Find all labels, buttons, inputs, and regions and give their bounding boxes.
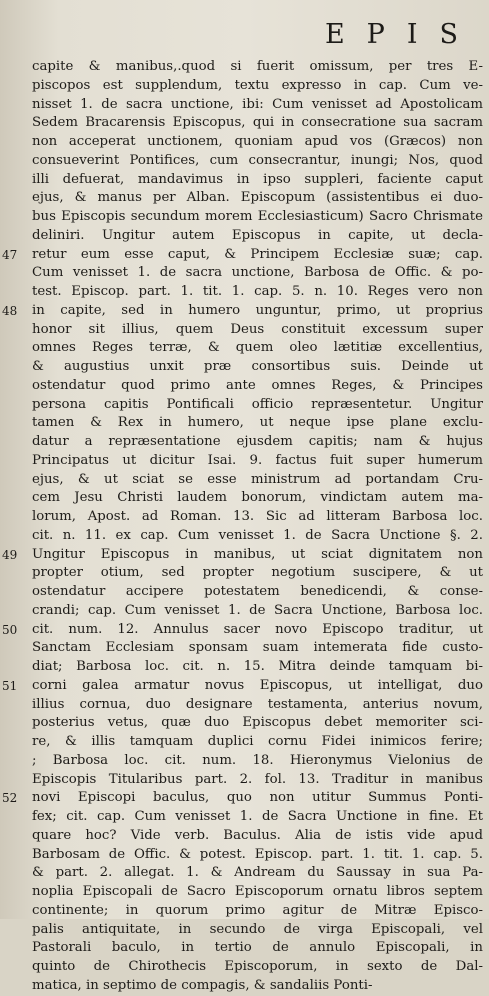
- text-line: [0, 471, 489, 490]
- line-text: Sedem Bracarensis Episcopus, qui in consecratione sua sacram: [32, 115, 483, 131]
- line-text: corni galea armatur novus Episcopus, ut intelligat, duo: [32, 677, 483, 693]
- line-text: palis antiquitate, in secundo de virga Episcopali, vel: [32, 921, 483, 937]
- text-line: [0, 564, 489, 583]
- line-text: lorum, Apost. ad Roman. 13. Sic ad litteram Barbosa loc.: [32, 509, 483, 524]
- line-text: crandi; cap. Cum venisset 1. de Sacra Unctione, Barbosa loc.: [32, 602, 483, 618]
- line-text: ejus, & manus per Alban. Episcopum (assistentibus ei duo-: [32, 190, 483, 206]
- running-head: EPIS: [324, 19, 480, 50]
- text-line: [0, 864, 489, 883]
- line-text: continente; in quorum primo agitur de Mitræ Episco-: [32, 902, 483, 918]
- line-text: Sanctam Ecclesiam sponsam suam intemerata fide custo-: [32, 640, 483, 656]
- line-text: omnes Reges terræ, & quem oleo lætitiæ excellentius,: [32, 340, 483, 356]
- line-text: fex; cit. cap. Cum venisset 1. de Sacra Unctione in fine. Et: [32, 809, 483, 824]
- line-text: bus Episcopis secundum morem Ecclesiasticum) Sacro Chrismate: [32, 209, 483, 224]
- text-line: [0, 939, 489, 958]
- text-line: [0, 339, 489, 358]
- line-text: Ungitur Episcopus in manibus, ut sciat dignitatem non: [32, 546, 483, 562]
- line-text: piscopos est supplendum, textu expresso in cap. Cum ve-: [32, 77, 483, 93]
- line-text: consueverint Pontifices, cum consecrantur, inungi; Nos, quod: [32, 152, 483, 168]
- line-text: matica, in septimo de compagis, & sandaliis Ponti-: [32, 977, 373, 993]
- text-line: [0, 714, 489, 733]
- text-line: [0, 396, 489, 415]
- line-text: propter otium, sed propter negotium suscipere, & ut: [32, 565, 483, 581]
- text-line: [0, 958, 489, 977]
- text-line: [0, 152, 489, 171]
- line-text: quare hoc? Vide verb. Baculus. Alia de istis vide apud: [32, 827, 483, 843]
- text-line: [0, 658, 489, 677]
- line-text: illius cornua, duo designare testamenta, anterius novum,: [32, 696, 483, 712]
- text-line: [0, 189, 489, 208]
- line-text: & part. 2. allegat. 1. & Andream du Saussay in sua Pa-: [32, 865, 483, 881]
- text-line: [0, 621, 489, 640]
- line-text: datur a repræsentatione ejusdem capitis; nam & hujus: [32, 434, 483, 449]
- line-text: cem Jesu Christi laudem bonorum, vindictam autem ma-: [32, 490, 483, 506]
- text-line: [0, 733, 489, 752]
- page-body: [0, 58, 489, 996]
- text-line: [0, 246, 489, 265]
- text-line: [0, 414, 489, 433]
- line-text: Principatus ut dicitur Isai. 9. factus fuit super humerum: [32, 452, 483, 468]
- line-text: cit. n. 11. ex cap. Cum venisset 1. de Sacra Unctione §. 2.: [32, 527, 483, 543]
- text-line: [0, 321, 489, 340]
- text-line: [0, 377, 489, 396]
- text-line: [0, 208, 489, 227]
- text-line: [0, 827, 489, 846]
- line-text: persona capitis Pontificali officio repræsentetur. Ungitur: [32, 396, 483, 412]
- line-text: posterius vetus, quæ duo Episcopus debet memoriter sci-: [32, 715, 483, 731]
- text-line: [0, 921, 489, 940]
- line-text: ; Barbosa loc. cit. num. 18. Hieronymus Vielonius de: [32, 752, 483, 768]
- line-text: Episcopis Titularibus part. 2. fol. 13. Traditur in manibus: [32, 771, 483, 787]
- line-text: Pastorali baculo, in tertio de annulo Episcopali, in: [32, 940, 483, 956]
- text-line: [0, 302, 489, 321]
- text-line: [0, 508, 489, 527]
- line-text: noplia Episcopali de Sacro Episcoporum ornatu libros septem: [32, 884, 483, 899]
- line-text: test. Episcop. part. 1. tit. 1. cap. 5. n. 10. Reges vero non: [32, 284, 483, 299]
- text-line: [0, 546, 489, 565]
- line-text: novi Episcopi baculus, quo non utitur Summus Ponti-: [32, 790, 483, 806]
- line-text: & augustius unxit præ consortibus suis. Deinde ut: [32, 359, 483, 374]
- text-line: [0, 527, 489, 546]
- text-line: [0, 58, 489, 77]
- line-text: Cum venisset 1. de sacra unctione, Barbosa de Offic. & po-: [32, 265, 483, 281]
- text-line: [0, 771, 489, 790]
- line-text: cit. num. 12. Annulus sacer novo Episcopo traditur, ut: [32, 621, 483, 637]
- line-text: diat; Barbosa loc. cit. n. 15. Mitra deinde tamquam bi-: [32, 659, 483, 674]
- line-text: Barbosam de Offic. & potest. Episcop. part. 1. tit. 1. cap. 5.: [32, 846, 483, 862]
- line-text: honor sit illius, quem Deus constituit excessum super: [32, 321, 483, 337]
- line-text: re, & illis tamquam duplici cornu Fidei inimicos ferire;: [32, 734, 483, 749]
- text-line: [0, 677, 489, 696]
- line-text: illi defuerat, mandavimus in ipso suppleri, faciente caput: [32, 171, 483, 187]
- text-line: [0, 283, 489, 302]
- text-line: [0, 789, 489, 808]
- line-text: nisset 1. de sacra unctione, ibi: Cum venisset ad Apostolicam: [32, 96, 483, 112]
- text-line: [0, 96, 489, 115]
- line-text: ejus, & ut sciat se esse ministrum ad portandam Cru-: [32, 471, 483, 487]
- line-text: ostendatur quod primo ante omnes Reges, & Principes: [32, 377, 483, 393]
- text-line: [0, 583, 489, 602]
- line-text: capite & manibus,.quod si fuerit omissum, per tres E-: [32, 59, 483, 74]
- text-line: [0, 602, 489, 621]
- text-line: [0, 171, 489, 190]
- text-line: [0, 489, 489, 508]
- text-line: [0, 696, 489, 715]
- paragraph-number: 51: [2, 678, 18, 693]
- text-line: [0, 808, 489, 827]
- text-line: [0, 846, 489, 865]
- text-line: [0, 358, 489, 377]
- text-line: [0, 433, 489, 452]
- paragraph-number: 48: [2, 303, 18, 318]
- text-line: [0, 452, 489, 471]
- paragraph-number: 47: [2, 247, 18, 262]
- line-text: in capite, sed in humero unguntur, primo, ut proprius: [32, 302, 483, 318]
- text-line: [0, 227, 489, 246]
- line-text: non acceperat unctionem, quoniam apud vos (Græcos) non: [32, 134, 483, 149]
- text-line: [0, 264, 489, 283]
- text-line: [0, 977, 489, 996]
- line-text: ostendatur accipere potestatem benedicendi, & conse-: [32, 584, 483, 599]
- text-line: [0, 639, 489, 658]
- line-text: retur eum esse caput, & Principem Ecclesiæ suæ; cap.: [32, 246, 483, 262]
- text-line: [0, 77, 489, 96]
- line-text: deliniri. Ungitur autem Episcopus in capite, ut decla-: [32, 227, 483, 243]
- line-text: quinto de Chirothecis Episcoporum, in sexto de Dal-: [32, 959, 483, 974]
- paragraph-number: 49: [2, 547, 18, 562]
- text-line: [0, 114, 489, 133]
- text-line: [0, 902, 489, 921]
- line-text: tamen & Rex in humero, ut neque ipse plane exclu-: [32, 415, 483, 431]
- text-line: [0, 883, 489, 902]
- paragraph-number: 52: [2, 791, 18, 806]
- paragraph-number: 50: [2, 622, 18, 637]
- text-line: [0, 133, 489, 152]
- text-line: [0, 752, 489, 771]
